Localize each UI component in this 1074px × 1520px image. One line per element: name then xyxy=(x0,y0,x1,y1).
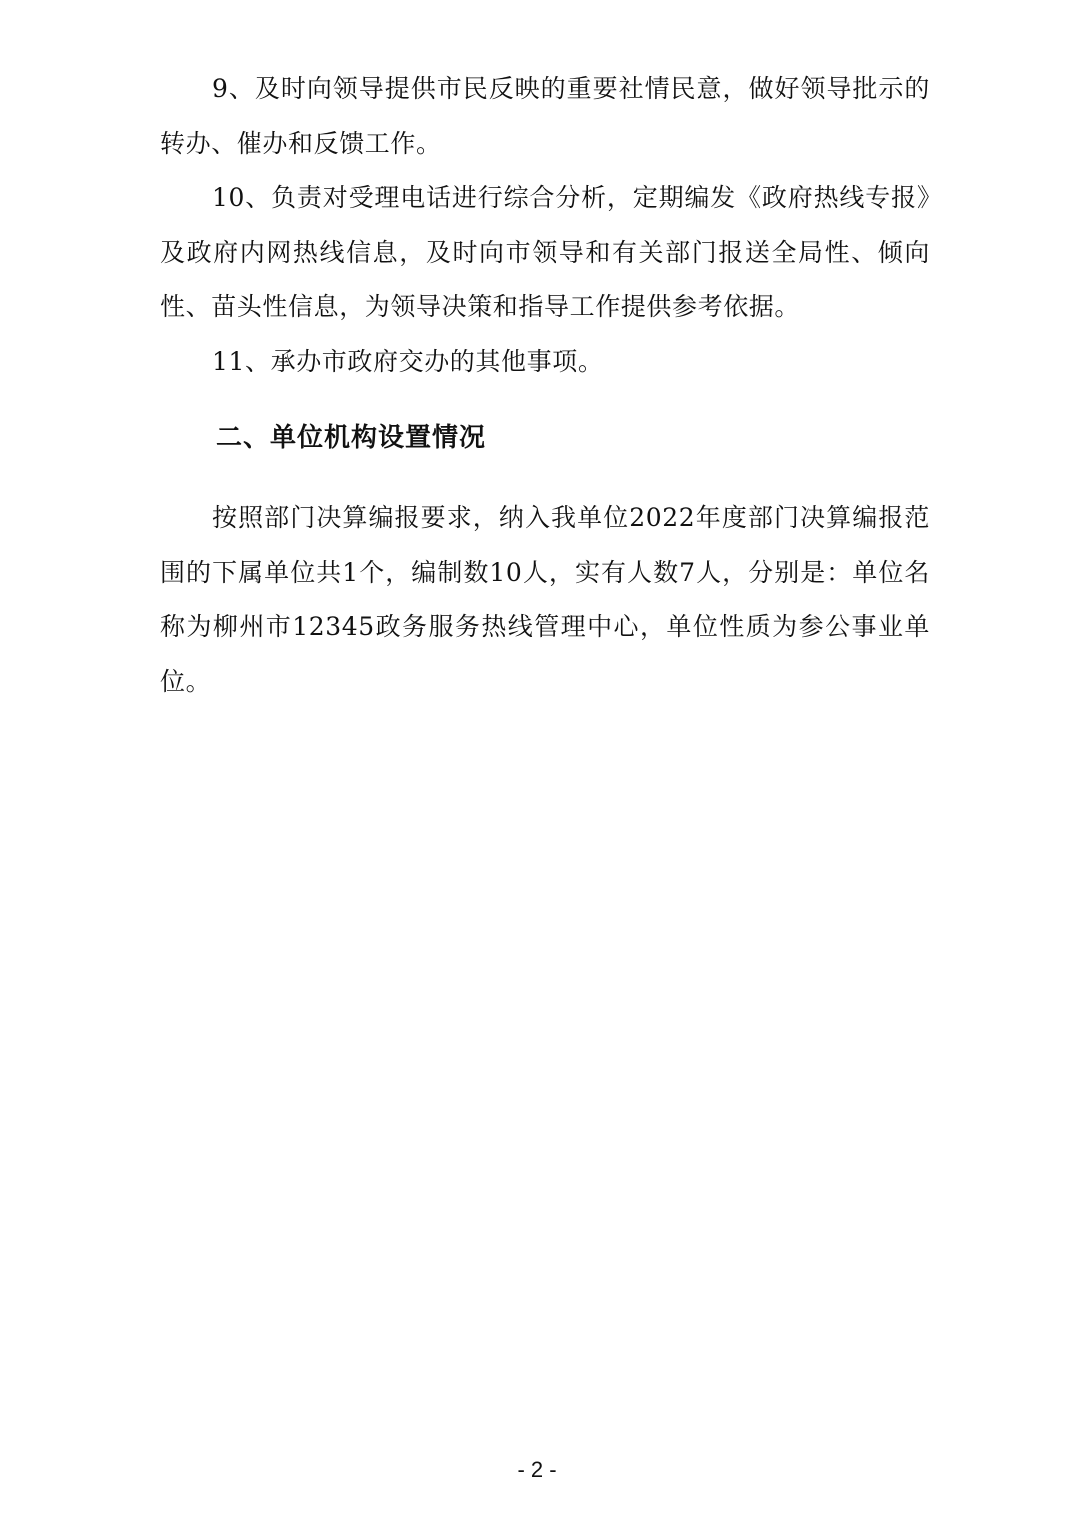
paragraph-item-10: 10、负责对受理电话进行综合分析，定期编发《政府热线专报》及政府内网热线信息，及时向市领导和有关部门报送全局性、倾向性、苗头性信息，为领导决策和指导工作提供参考依据。 xyxy=(160,183,930,321)
section-heading: 二、单位机构设置情况 xyxy=(216,423,487,453)
document-body xyxy=(160,62,930,709)
page-number: - 2 - xyxy=(517,1457,557,1482)
section-paragraph: 按照部门决算编报要求，纳入我单位2022年度部门决算编报范围的下属单位共1个，编制数10人，实有人数7人，分别是：单位名称为柳州市12345政务服务热线管理中心，单位性质为参公事业单位。 xyxy=(160,503,930,696)
paragraph-item-11: 11、承办市政府交办的其他事项。 xyxy=(212,346,604,376)
paragraph-item-9: 9、及时向领导提供市民反映的重要社情民意，做好领导批示的转办、催办和反馈工作。 xyxy=(160,74,930,158)
